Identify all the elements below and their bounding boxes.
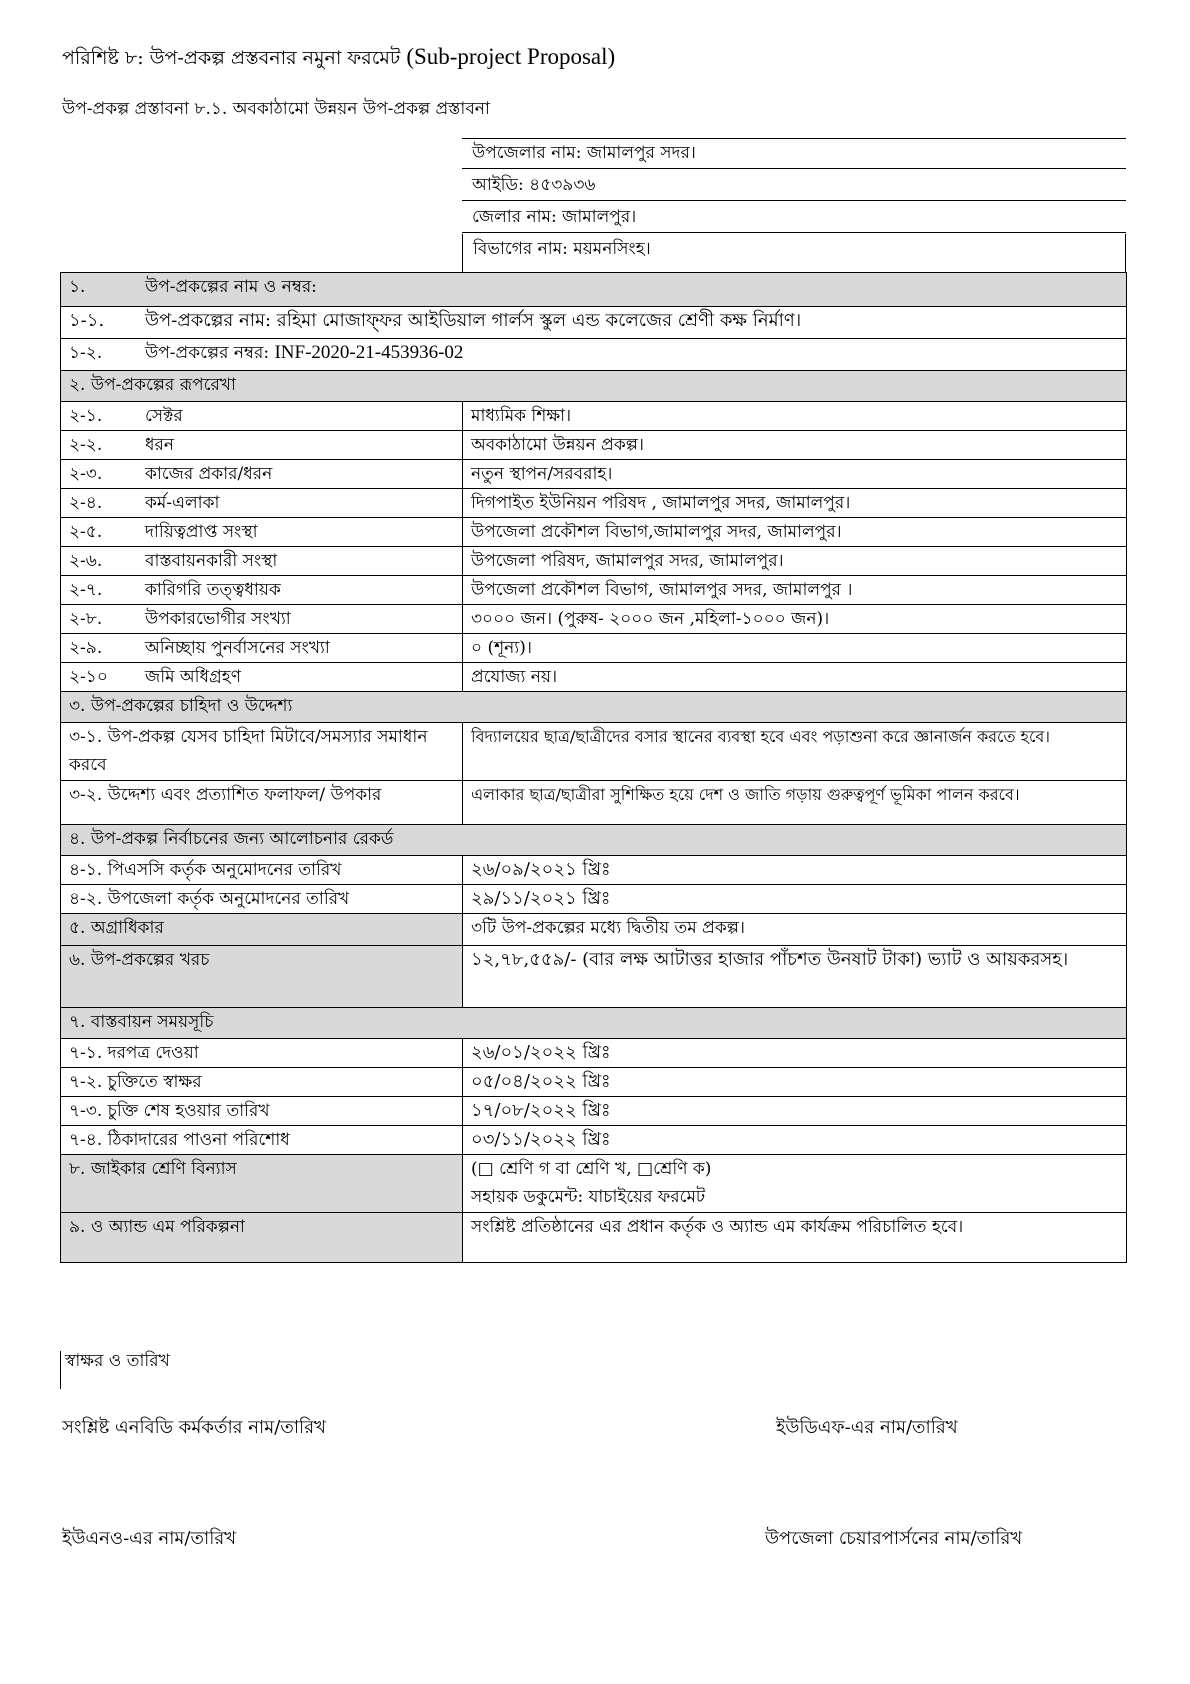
table-row xyxy=(61,1155,1127,1213)
nbd-officer-signature: সংশ্লিষ্ট এনবিডি কর্মকর্তার নাম/তারিখ xyxy=(62,1417,326,1438)
table-row: ৩-১. উপ-প্রকল্প যেসব চাহিদা মিটাবে/সমস্যার সমাধান করবে বিদ্যালয়ের ছাত্র/ছাত্রীদের বসার স্থানের ব্যবস্থা হবে এবং পড়াশুনা করে জ্ঞানার্জন করতে হবে। xyxy=(61,723,1127,781)
section-6-header: ৬. উপ-প্রকল্পের খরচ xyxy=(61,946,463,1008)
proposal-table xyxy=(60,272,1127,1263)
uno-signature: ইউএনও-এর নাম/তারিখ xyxy=(62,1528,237,1549)
page-subtitle: উপ-প্রকল্প প্রস্তাবনা ৮.১. অবকাঠামো উন্নয়ন উপ-প্রকল্প প্রস্তাবনা xyxy=(62,99,490,119)
table-row: ৫. অগ্রাধিকার ৩টি উপ-প্রকল্পের মধ্যে দ্বিতীয় তম প্রকল্প। xyxy=(61,914,1127,946)
supporting-document: সহায়ক ডকুমেন্ট: যাচাইয়ের ফরমেট xyxy=(471,1187,706,1207)
header-upazila: উপজেলার নাম: জামালপুর সদর। xyxy=(462,138,1126,169)
table-row: ২-৯. অনিচ্ছায় পুনর্বাসনের সংখ্যা ০ (শূন্য)। xyxy=(61,634,1127,663)
table-row: ২-৭. কারিগরি তত্ত্বধায়ক উপজেলা প্রকৌশল বিভাগ, জামালপুর সদর, জামালপুর । xyxy=(61,576,1127,605)
header-division: বিভাগের নাম: ময়মনসিংহ। xyxy=(462,234,1126,272)
table-row: ২-২. ধরন অবকাঠামো উন্নয়ন প্রকল্প। xyxy=(61,431,1127,460)
title-english: (Sub-project Proposal) xyxy=(406,44,616,69)
table-row xyxy=(61,339,1127,371)
table-row: ২-৩. কাজের প্রকার/ধরন নতুন স্থাপন/সরবরাহ। xyxy=(61,460,1127,489)
section-row xyxy=(61,825,1127,856)
table-row: ২-১. সেক্টর মাধ্যমিক শিক্ষা। xyxy=(61,402,1127,431)
section-5-header: ৫. অগ্রাধিকার xyxy=(61,914,463,946)
section-3-header: ৩. উপ-প্রকল্পের চাহিদা ও উদ্দেশ্য xyxy=(61,692,1127,723)
section-2-header: ২. উপ-প্রকল্পের রূপরেখা xyxy=(61,371,1127,402)
section-8-header: ৮. জাইকার শ্রেণি বিন্যাস xyxy=(61,1155,463,1213)
table-row: ২-১০ জমি অধিগ্রহণ প্রযোজ্য নয়। xyxy=(61,663,1127,692)
table-row: ৯. ও অ্যান্ড এম পরিকল্পনা সংশ্লিষ্ট প্রতিষ্ঠানের এর প্রধান কর্তৃক ও অ্যান্ড এম কার্যক্রম পরিচালিত হবে। xyxy=(61,1213,1127,1263)
section-7-header: ৭. বাস্তবায়ন সময়সূচি xyxy=(61,1008,1127,1039)
table-row: ৪-১. পিএসসি কর্তৃক অনুমোদনের তারিখ ২৬/০৯/২০২১ খ্রিঃ xyxy=(61,856,1127,885)
table-row: ৭-৩. চুক্তি শেষ হওয়ার তারিখ ১৭/০৮/২০২২ খ্রিঃ xyxy=(61,1097,1127,1126)
page-title xyxy=(62,44,615,76)
classification-options: (□ শ্রেণি গ বা শ্রেণি খ, □শ্রেণি ক) xyxy=(471,1159,712,1179)
table-row: ৪-২. উপজেলা কর্তৃক অনুমোদনের তারিখ ২৯/১১/২০২১ খ্রিঃ xyxy=(61,885,1127,914)
header-id: আইডি: ৪৫৩৯৩৬ xyxy=(462,170,1126,201)
section-row xyxy=(61,273,1127,307)
section-1-header: ১. উপ-প্রকল্পের নাম ও নম্বর: xyxy=(61,273,1127,307)
title-bengali: পরিশিষ্ট ৮: উপ-প্রকল্প প্রস্তবনার নমুনা ফরমেট xyxy=(62,47,407,69)
table-row: ২-৮. উপকারভোগীর সংখ্যা ৩০০০ জন। (পুরুষ- ২০০০ জন ,মহিলা-১০০০ জন)। xyxy=(61,605,1127,634)
section-9-header: ৯. ও অ্যান্ড এম পরিকল্পনা xyxy=(61,1213,463,1263)
table-row xyxy=(61,307,1127,339)
section-row xyxy=(61,371,1127,402)
section-row xyxy=(61,692,1127,723)
udf-signature: ইউডিএফ-এর নাম/তারিখ xyxy=(776,1417,958,1438)
section-row xyxy=(61,1008,1127,1039)
table-row: ৬. উপ-প্রকল্পের খরচ ১২,৭৮,৫৫৯/- (বার লক্ষ আটাত্তর হাজার পাঁচশত উনষাট টাকা) ভ্যাট ও আয়করসহ। xyxy=(61,946,1127,1008)
table-row: ৩-২. উদ্দেশ্য এবং প্রত্যাশিত ফলাফল/ উপকার এলাকার ছাত্র/ছাত্রীরা সুশিক্ষিত হয়ে দেশ ও জাতি গড়ায় গুরুত্বপূর্ণ ভূমিকা পালন করবে। xyxy=(61,781,1127,825)
table-row: ২-৫. দায়িত্বপ্রাপ্ত সংস্থা উপজেলা প্রকৌশল বিভাগ,জামালপুর সদর, জামালপুর। xyxy=(61,518,1127,547)
header-district: জেলার নাম: জামালপুর। xyxy=(462,202,1126,233)
table-row: ৭-৪. ঠিকাদারের পাওনা পরিশোধ ০৩/১১/২০২২ খ্রিঃ xyxy=(61,1126,1127,1155)
signature-date-label: স্বাক্ষর ও তারিখ xyxy=(60,1351,170,1389)
section-4-header: ৪. উপ-প্রকল্প নির্বাচনের জন্য আলোচনার রেকর্ড xyxy=(61,825,1127,856)
table-row: ৭-২. চুক্তিতে স্বাক্ষর ০৫/০৪/২০২২ খ্রিঃ xyxy=(61,1068,1127,1097)
chairperson-signature: উপজেলা চেয়ারপার্সনের নাম/তারিখ xyxy=(765,1528,1023,1549)
table-row: ৭-১. দরপত্র দেওয়া ২৬/০১/২০২২ খ্রিঃ xyxy=(61,1039,1127,1068)
subproject-name: ১-১. উপ-প্রকল্পের নাম: রহিমা মোজাফ্ফর আইডিয়াল গার্লস স্কুল এন্ড কলেজের শ্রেণী কক্ষ নির্মাণ। xyxy=(61,307,1127,339)
subproject-number: ১-২. উপ-প্রকল্পের নম্বর: INF-2020-21-453936-02 xyxy=(61,339,1127,371)
table-row: ২-৪. কর্ম-এলাকা দিগপাইত ইউনিয়ন পরিষদ , জামালপুর সদর, জামালপুর। xyxy=(61,489,1127,518)
table-row: ২-৬. বাস্তবায়নকারী সংস্থা উপজেলা পরিষদ, জামালপুর সদর, জামালপুর। xyxy=(61,547,1127,576)
